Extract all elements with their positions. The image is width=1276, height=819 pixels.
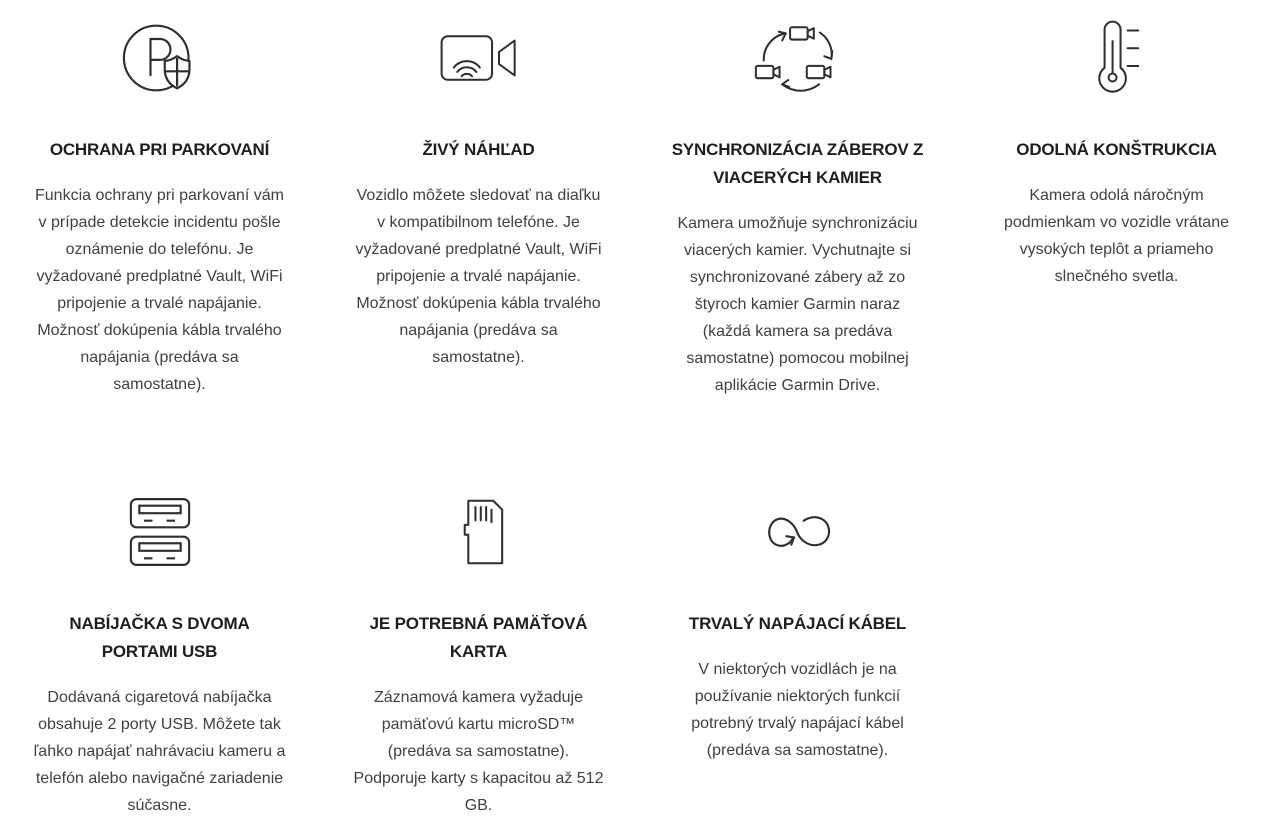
feature-title: OCHRANA PRI PARKOVANÍ (49, 140, 270, 159)
feature-card-live-view (319, 8, 638, 371)
feature-description: Dodávaná cigaretová nabíjačka obsahuje 2 porty USB. Môžete tak ľahko napájať nahrávaciu kameru a telefón alebo navigačné zariadenie súčasne. (33, 689, 286, 814)
feature-title: ŽIVÝ NÁHĽAD (422, 140, 535, 159)
feature-description: Funkcia ochrany pri parkovaní vám v prípade detekcie incidentu pošle oznámenie do telefónu. Je vyžadované predplatné Vault, WiFi pripojenie a trvalé napájanie. Možnosť dokúpenia kábla trvalého napájania (predáva sa samostatne). (35, 187, 284, 393)
multi-camera-sync-icon (748, 8, 848, 108)
feature-description: V niektorých vozidlách je na používanie niektorých funkcií potrebný trvalý napájací kábel (predáva sa samostatne). (691, 661, 904, 759)
feature-row-top (0, 8, 1276, 482)
feature-card-durable-design (957, 8, 1276, 290)
feature-title: TRVALÝ NAPÁJACÍ KÁBEL (688, 614, 907, 633)
feature-card-dual-usb-charger (0, 482, 319, 819)
feature-title: SYNCHRONIZÁCIA ZÁBEROV Z VIACERÝCH KAMIER (671, 140, 924, 187)
feature-title: JE POTREBNÁ PAMÄŤOVÁ KARTA (369, 614, 588, 661)
feature-description: Kamera umožňuje synchronizáciu viacerých kamier. Vychutnajte si synchronizované zábery až zo štyroch kamier Garmin naraz (každá kamera sa predáva samostatne) pomocou mobilnej aplikácie Garmin Drive. (677, 215, 918, 394)
feature-card-parking-protection (0, 8, 319, 398)
feature-row-bottom (0, 482, 1276, 819)
parking-shield-icon (122, 8, 198, 108)
feature-card-multi-camera-sync (638, 8, 957, 399)
feature-card-constant-power-cable (638, 482, 957, 764)
thermometer-icon (1092, 8, 1142, 108)
feature-title: ODOLNÁ KONŠTRUKCIA (1016, 140, 1217, 159)
feature-description: Vozidlo môžete sledovať na diaľku v kompatibilnom telefóne. Je vyžadované predplatné Vault, WiFi pripojenie a trvalé napájanie. Možnosť dokúpenia kábla trvalého napájania (predáva sa samostatne). (355, 187, 602, 366)
feature-title: NABÍJAČKA S DVOMA PORTAMI USB (69, 614, 250, 661)
live-view-camera-icon (439, 8, 519, 108)
feature-description: Záznamová kamera vyžaduje pamäťovú kartu microSD™ (predáva sa samostatne). Podporuje karty s kapacitou až 512 GB. (353, 689, 604, 814)
feature-description: Kamera odolá náročným podmienkam vo vozidle vrátane vysokých teplôt a priameho slnečného svetla. (1003, 187, 1229, 285)
dual-usb-ports-icon (129, 482, 191, 582)
microsd-card-icon (454, 482, 504, 582)
feature-card-memory-card (319, 482, 638, 819)
continuous-power-loop-icon (755, 482, 841, 582)
